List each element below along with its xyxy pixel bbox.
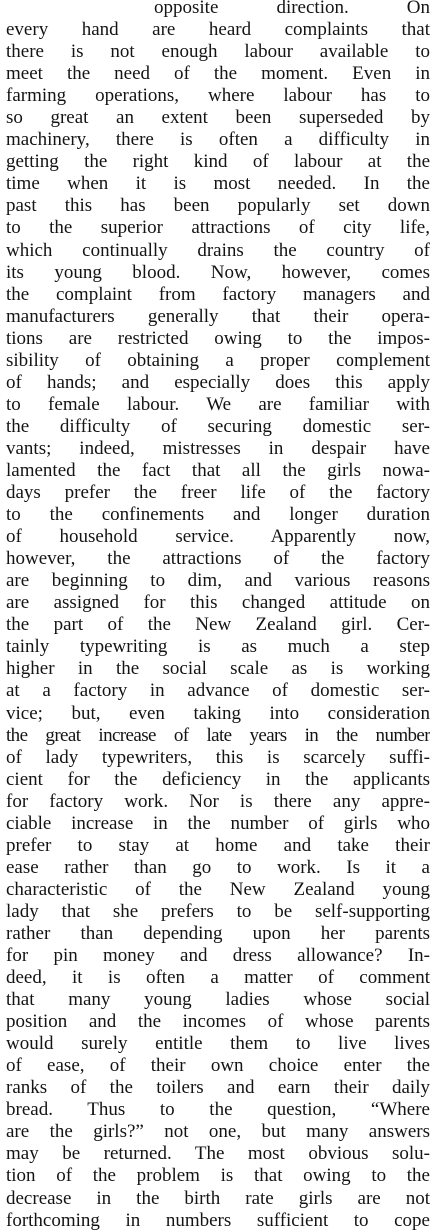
text-line: higher in the social scale as is working	[6, 658, 430, 680]
text-line: so great an extent been superseded by	[6, 107, 430, 129]
text-line: characteristic of the New Zealand young	[6, 878, 430, 900]
text-line: that many young ladies whose social	[6, 989, 430, 1011]
text-line: the difficulty of securing domestic ser-	[6, 415, 430, 437]
text-line: are assigned for this changed attitude on	[6, 592, 430, 614]
article-column	[6, 0, 430, 1232]
text-line: position and the incomes of whose parents	[6, 1011, 430, 1033]
text-line: days prefer the freer life of the factory	[6, 482, 430, 504]
text-line: farming operations, where labour has to	[6, 85, 430, 107]
text-line: the complaint from factory managers and	[6, 283, 430, 305]
text-line: to the superior attractions of city life,	[6, 217, 430, 239]
text-line: ease rather than go to work. Is it a	[6, 856, 430, 878]
text-line: for pin money and dress allowance? In-	[6, 945, 430, 967]
text-line: manufacturers generally that their opera-	[6, 305, 430, 327]
text-line: however, the attractions of the factory	[6, 548, 430, 570]
text-line: of ease, of their own choice enter the	[6, 1055, 430, 1077]
text-line: ranks of the toilers and earn their daily	[6, 1077, 430, 1099]
text-line: of hands; and especially does this apply	[6, 371, 430, 393]
text-line: of lady typewriters, this is scarcely suffi-	[6, 746, 430, 768]
text-line: lamented the fact that all the girls nowa-	[6, 459, 430, 481]
text-line: opposite direction. On	[154, 0, 430, 18]
text-line: machinery, there is often a difficulty in	[6, 129, 430, 151]
text-line: cient for the deficiency in the applicants	[6, 768, 430, 790]
text-line: its young blood. Now, however, comes	[6, 261, 430, 283]
text-line: are the girls?” not one, but many answers	[6, 1121, 430, 1143]
text-line: may be returned. The most obvious solu-	[6, 1143, 430, 1165]
text-line: bread. Thus to the question, “Where	[6, 1099, 430, 1121]
text-line: tion of the problem is that owing to the	[6, 1165, 430, 1187]
text-line: would surely entitle them to live lives	[6, 1033, 430, 1055]
text-line: ciable increase in the number of girls who	[6, 812, 430, 834]
text-line: for factory work. Nor is there any appre-	[6, 790, 430, 812]
text-line: prefer to stay at home and take their	[6, 834, 430, 856]
text-line: sibility of obtaining a proper complement	[6, 349, 430, 371]
text-line: to the confinements and longer duration	[6, 504, 430, 526]
text-line: decrease in the birth rate girls are not	[6, 1187, 430, 1209]
text-line: vice; but, even taking into consideration	[6, 702, 430, 724]
text-line: past this has been popularly set down	[6, 195, 430, 217]
text-line: meet the need of the moment. Even in	[6, 63, 430, 85]
text-line: which continually drains the country of	[6, 239, 430, 261]
text-line: are beginning to dim, and various reasons	[6, 570, 430, 592]
text-line: at a factory in advance of domestic ser-	[6, 680, 430, 702]
text-line: there is not enough labour available to	[6, 41, 430, 63]
text-line: time when it is most needed. In the	[6, 173, 430, 195]
text-line: the part of the New Zealand girl. Cer-	[6, 614, 430, 636]
text-line: tainly typewriting is as much a step	[6, 636, 430, 658]
text-line: tions are restricted owing to the impos-	[6, 327, 430, 349]
text-line: every hand are heard complaints that	[6, 19, 430, 41]
text-line: of household service. Apparently now,	[6, 526, 430, 548]
text-line: to female labour. We are familiar with	[6, 393, 430, 415]
text-line: the great increase of late years in the number	[6, 724, 430, 746]
text-line: forthcoming in numbers sufficient to cope	[6, 1209, 430, 1231]
text-line: rather than depending upon her parents	[6, 922, 430, 944]
text-line: getting the right kind of labour at the	[6, 151, 430, 173]
text-line: deed, it is often a matter of comment	[6, 967, 430, 989]
text-line: vants; indeed, mistresses in despair have	[6, 437, 430, 459]
text-line: lady that she prefers to be self-supporting	[6, 900, 430, 922]
